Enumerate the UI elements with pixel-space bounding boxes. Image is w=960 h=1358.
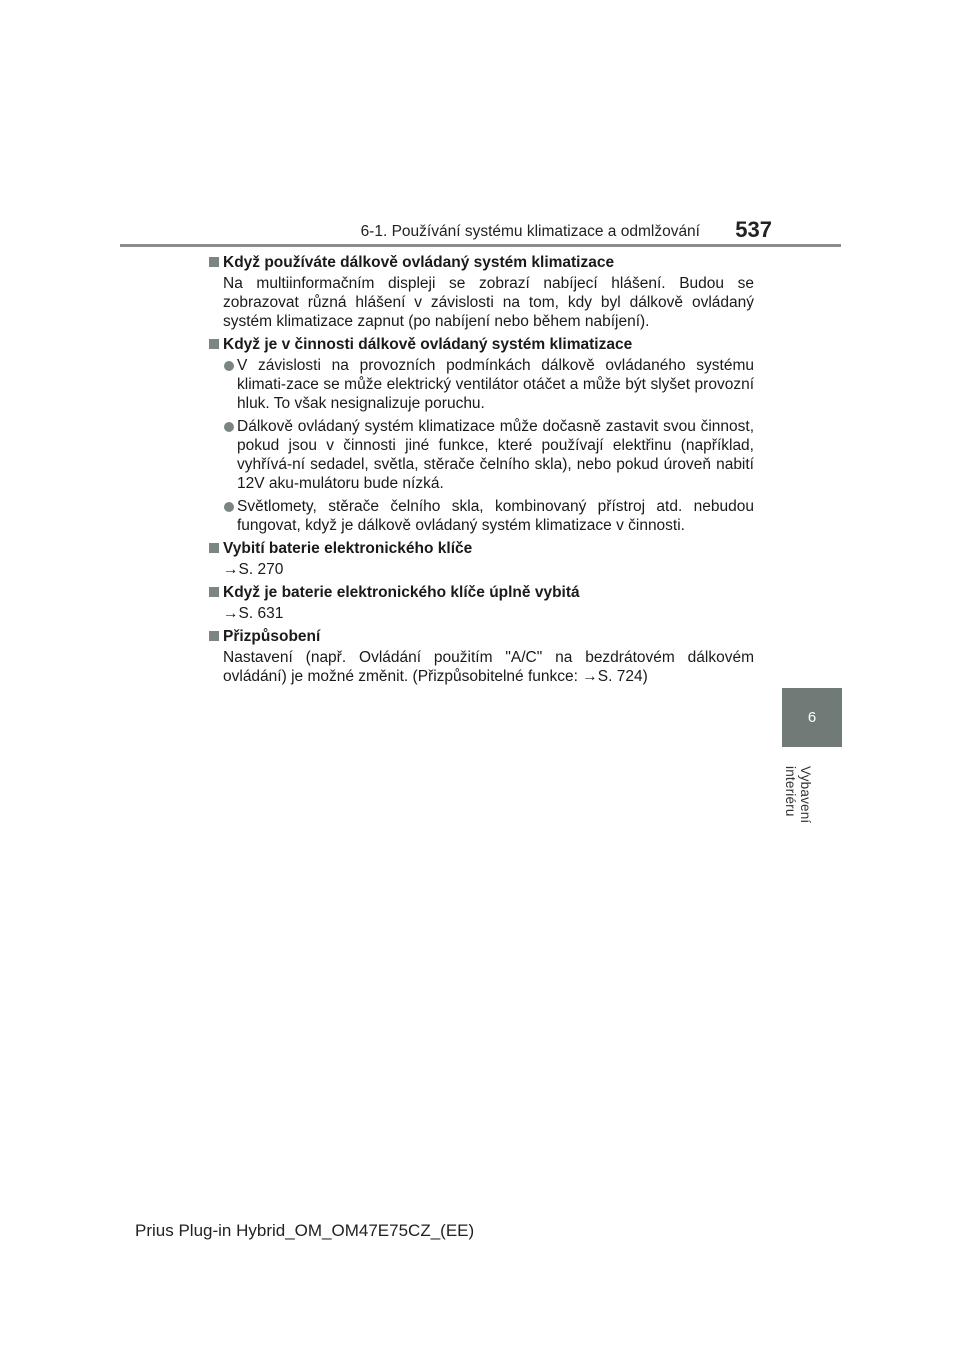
square-bullet-icon: [209, 587, 219, 597]
section-remote-ac-use: [209, 253, 754, 331]
chapter-title: 6-1. Používání systému klimatizace a odmlžování: [360, 223, 700, 240]
header-divider: [120, 244, 841, 247]
section-customization: [209, 627, 754, 686]
page-content: [209, 253, 754, 690]
square-bullet-icon: [209, 543, 219, 553]
square-bullet-icon: [209, 339, 219, 349]
square-bullet-icon: [209, 631, 219, 641]
chapter-tab: 6: [782, 688, 842, 747]
page-number: 537: [735, 217, 772, 242]
page-reference: →S. 631: [223, 605, 284, 622]
section-heading: Když používáte dálkově ovládaný systém klimatizace: [209, 253, 754, 272]
section-key-battery-depletion: [209, 539, 754, 579]
document-footer: Prius Plug-in Hybrid_OM_OM47E75CZ_(EE): [135, 1221, 475, 1240]
section-heading: Když je v činnosti dálkově ovládaný systém klimatizace: [209, 335, 754, 354]
section-heading: Když je baterie elektronického klíče úplně vybitá: [209, 583, 754, 602]
page-header: [120, 0, 840, 246]
list-item: V závislosti na provozních podmínkách dálkově ovládaného systému klimati-zace se může elektrický ventilátor otáčet a může být slyšet provozní hluk. To však nesignalizuje poruchu.: [209, 356, 754, 413]
section-text: Nastavení (např. Ovládání použitím "A/C" na bezdrátovém dálkovém ovládání) je možné změnit. (Přizpůsobitelné funkce: →S. 724): [223, 649, 754, 685]
list-item: Světlomety, stěrače čelního skla, kombinovaný přístroj atd. nebudou fungovat, když je dálkově ovládaný systém klimatizace v činnosti.: [209, 497, 754, 535]
section-heading: Vybití baterie elektronického klíče: [209, 539, 754, 558]
circle-bullet-icon: [224, 422, 234, 432]
page-reference: →S. 270: [223, 561, 284, 578]
list-item: Dálkově ovládaný systém klimatizace může dočasně zastavit svou činnost, pokud jsou v činnosti jiné funkce, které používají elektřinu (například, vyhřívá-ní sedadel, světla, stěrače čelního skla), nebo pokud úroveň nabití 12V aku-mulátoru bude nízká.: [209, 417, 754, 493]
section-key-battery-dead: [209, 583, 754, 623]
circle-bullet-icon: [224, 361, 234, 371]
chapter-side-label: Vybavení interiéru: [783, 766, 813, 824]
section-heading: Přizpůsobení: [209, 627, 754, 646]
section-text: Na multiinformačním displeji se zobrazí nabíjecí hlášení. Budou se zobrazovat různá hlášení v závislosti na tom, kdy byl dálkově ovládaný systém klimatizace zapnut (po nabíjení nebo během nabíjení).: [223, 275, 754, 330]
circle-bullet-icon: [224, 502, 234, 512]
square-bullet-icon: [209, 257, 219, 267]
section-remote-ac-active: [209, 335, 754, 535]
